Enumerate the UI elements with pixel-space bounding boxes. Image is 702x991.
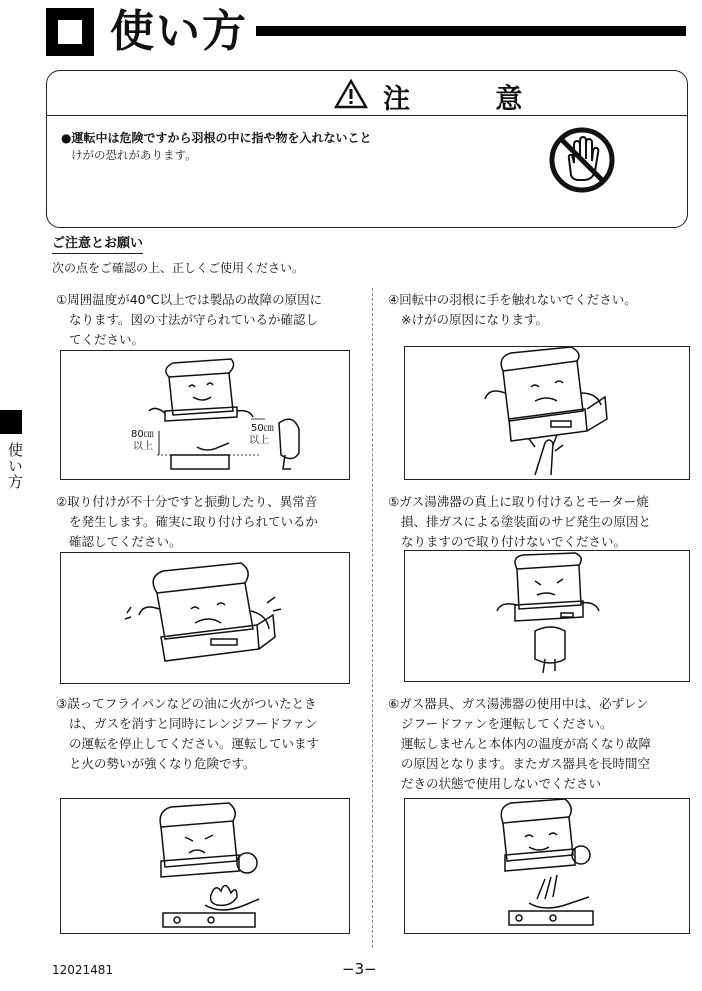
note-line: ③誤ってフライパンなどの油に火がついたとき [56, 696, 317, 711]
svg-text:以上: 以上 [249, 435, 269, 446]
figure-2-vibration [60, 552, 350, 684]
note-line: だきの状態で使用しないでください [401, 776, 602, 791]
page-title: 使い方 [110, 6, 248, 57]
note-line: を発生します。確実に取り付けられているか [69, 514, 319, 529]
caution-box [46, 70, 688, 228]
caution-title: 注 意 [383, 84, 561, 115]
side-tab-marker [0, 410, 22, 434]
figure-1-clearance [60, 350, 350, 480]
note-line: ジフードファンを運転してください。 [401, 716, 613, 731]
notes-heading: ご注意とお願い [52, 232, 143, 254]
no-hand-prohibition-icon [547, 125, 617, 195]
grease-fire-illustration [61, 799, 349, 933]
figure-4-blade [404, 346, 690, 480]
caution-sub: けがの恐れがあります。 [71, 148, 197, 162]
note-item-5 [388, 492, 651, 552]
figure-3-fire [60, 798, 350, 934]
note-line: の運転を停止してください。運転しています [69, 736, 320, 751]
figure-5-water-heater [404, 550, 690, 682]
note-item-1 [56, 290, 322, 350]
page-number: −3− [342, 960, 377, 978]
note-line: ①周囲温度が40℃以上では製品の故障の原因に [56, 292, 323, 307]
title-rule [256, 26, 686, 36]
hand-near-blade-illustration [405, 347, 689, 479]
note-line: と火の勢いが強くなり危険です。 [69, 756, 256, 771]
notes-intro: 次の点をご確認の上、正しくご使用ください。 [52, 261, 305, 275]
note-line: ⑥ガス器具、ガス湯沸器の使用中は、必ずレン [388, 696, 649, 711]
note-line: の原因となります。またガス器具を長時間空 [401, 756, 651, 771]
note-line: ④回転中の羽根に手を触れないでください。 [388, 292, 637, 307]
note-item-3 [56, 694, 319, 774]
caution-bullet: ●運転中は危険ですから羽根の中に指や物を入れないこと [61, 131, 372, 145]
note-line: ②取り付けが不十分ですと振動したり、異常音 [56, 494, 318, 509]
range-hood-clearance-illustration [61, 351, 349, 479]
note-item-4 [388, 290, 637, 330]
note-line: 確認してください。 [69, 534, 182, 549]
note-line: ※けがの原因になります。 [401, 312, 548, 327]
note-line: は、ガスを消すと同時にレンジフードファン [69, 716, 318, 731]
side-tab-label: 使い方 [6, 442, 24, 490]
document-code: 12021481 [52, 963, 114, 977]
note-line: なりますので取り付けないでください。 [401, 534, 627, 549]
note-item-2 [56, 492, 318, 552]
figure-6-operate [404, 798, 690, 934]
section-marker-square [46, 8, 94, 56]
svg-text:以上: 以上 [133, 441, 153, 452]
note-line: てください。 [69, 332, 145, 347]
hood-over-water-heater-illustration [405, 551, 689, 681]
note-line: 損、排ガスによる塗装面のサビ発生の原因と [401, 514, 652, 529]
note-line: なります。図の寸法が守られているか確認し [69, 312, 319, 327]
svg-text:80㎝: 80㎝ [131, 429, 154, 440]
caution-header [47, 71, 687, 116]
note-line: 運転しませんと本体内の温度が高くなり故障 [401, 736, 652, 751]
note-line: ⑤ガス湯沸器の真上に取り付けるとモーター焼 [388, 494, 649, 509]
hood-running-over-stove-illustration [405, 799, 689, 933]
warning-triangle-icon [334, 79, 368, 109]
note-item-6 [388, 694, 651, 794]
shaking-range-hood-illustration [61, 553, 349, 683]
svg-text:50㎝: 50㎝ [251, 423, 274, 434]
column-divider [372, 288, 373, 948]
